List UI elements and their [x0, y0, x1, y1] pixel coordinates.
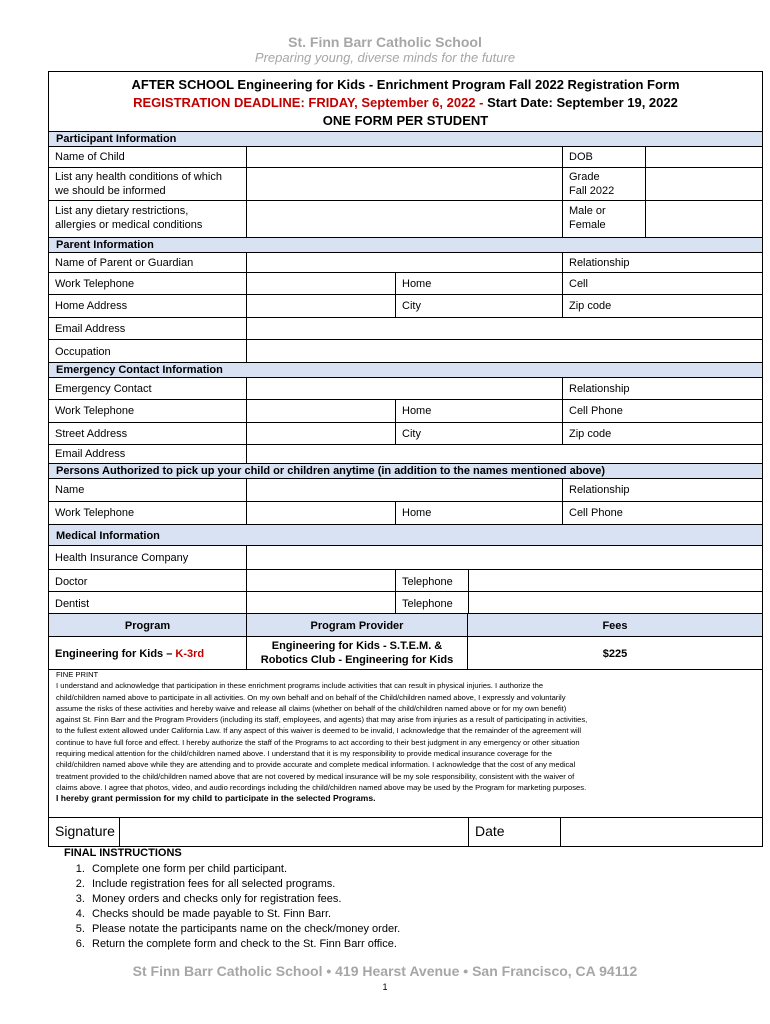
one-form-note: ONE FORM PER STUDENT [322, 113, 489, 128]
row-emergency-street [49, 422, 762, 444]
row-authorized-name [49, 478, 762, 501]
field-authorized-name[interactable] [246, 479, 562, 501]
row-parent-email [49, 317, 762, 339]
field-authorized-work-tel[interactable] [246, 502, 395, 524]
row-emergency-work-tel [49, 399, 762, 422]
row-parent-name [49, 252, 762, 272]
field-emergency-street[interactable] [246, 423, 395, 444]
row-authorized-work-tel [49, 501, 762, 524]
row-insurance [49, 545, 762, 569]
section-authorized: Persons Authorized to pick up your child or children anytime (in addition to the names mentioned above) [49, 463, 762, 478]
label-emergency-relationship: Relationship [562, 378, 762, 399]
field-parent-name[interactable] [246, 253, 562, 272]
label-emergency-zip: Zip code [562, 423, 762, 444]
row-dentist [49, 591, 762, 613]
fine-print-line: claims above. I agree that photos, video, and audio recordings including the child/children named above may be used by the Program for marketing purposes. [56, 782, 587, 792]
school-name: St. Finn Barr Catholic School [288, 34, 482, 50]
page-number: 1 [382, 982, 388, 992]
field-dentist-telephone[interactable] [468, 592, 762, 613]
label-diet: List any dietary restrictions, allergies or medical conditions [55, 205, 203, 231]
field-diet[interactable] [246, 201, 562, 237]
field-signature[interactable] [119, 818, 468, 846]
field-date[interactable] [560, 818, 762, 846]
row-emergency-contact [49, 377, 762, 399]
label-date: Date [468, 818, 560, 846]
label-sex: Male or Female [562, 201, 645, 237]
fine-print-line: child/children named above while they are attending and to provide accurate and complete medical information. I acknowledge that the cost of any medical [56, 760, 576, 770]
label-authorized-relationship: Relationship [562, 479, 762, 501]
program-name: Engineering for Kids – K-3rd [55, 648, 205, 660]
field-name-of-child[interactable] [246, 147, 562, 167]
label-parent-name: Name of Parent or Guardian [55, 257, 194, 269]
header-program: Program [49, 614, 246, 636]
label-parent-relationship: Relationship [562, 253, 762, 272]
label-name-of-child: Name of Child [55, 151, 125, 163]
footer-address: St Finn Barr Catholic School • 419 Hearst Avenue • San Francisco, CA 94112 [132, 963, 638, 979]
field-doctor[interactable] [246, 570, 395, 591]
instruction-item: 1. Complete one form per child participant. [88, 862, 400, 877]
row-name-of-child [49, 146, 762, 167]
instructions-list [64, 862, 400, 952]
label-emergency-cell: Cell Phone [562, 400, 762, 422]
row-emergency-email [49, 444, 762, 463]
deadline-line [49, 95, 762, 110]
fine-print-line: to the fullest extent allowed under California Law. If any aspect of this waiver is deemed to be invalid, I acknowledge that the remainder of the agreement will [56, 726, 582, 736]
row-parent-work-tel [49, 272, 762, 294]
header-provider: Program Provider [246, 614, 467, 636]
section-emergency: Emergency Contact Information [49, 362, 762, 377]
field-grade[interactable] [645, 168, 762, 200]
label-authorized-name: Name [55, 484, 85, 496]
start-date: Start Date: September 19, 2022 [487, 95, 678, 110]
label-emergency-contact: Emergency Contact [55, 383, 152, 395]
label-dentist: Dentist [55, 598, 90, 610]
label-authorized-cell: Cell Phone [562, 502, 762, 524]
final-instructions [64, 846, 400, 952]
row-health [49, 167, 762, 200]
field-emergency-work-tel[interactable] [246, 400, 395, 422]
program-grade: K-3rd [175, 648, 205, 660]
instruction-item: 4. Checks should be made payable to St. Finn Barr. [88, 907, 400, 922]
row-parent-address [49, 294, 762, 317]
instructions-heading: FINAL INSTRUCTIONS [64, 847, 182, 859]
fine-print-line: assume the risks of these activities and hereby waive and release all claims (whether on behalf of the child/children named above or for my own benefit) [56, 703, 567, 713]
program-row [49, 636, 762, 669]
program-fee: $225 [467, 637, 762, 669]
label-doctor: Doctor [55, 576, 88, 588]
instruction-item: 6. Return the complete form and check to the St. Finn Barr office. [88, 937, 400, 952]
label-grade: Grade Fall 2022 [562, 168, 645, 200]
field-parent-address[interactable] [246, 295, 395, 317]
label-parent-email: Email Address [55, 323, 126, 335]
fine-print-line: treatment provided to the child/children named above that are not covered by medical insurance will be my sole responsibility, consistent with the waiver of [56, 771, 575, 781]
field-insurance[interactable] [246, 546, 762, 569]
fine-print-line: requiring medical attention for the child/children named above. I understand that it is my responsibility to provide medical insurance coverage for the [56, 749, 552, 759]
label-doctor-telephone: Telephone [395, 570, 468, 591]
label-parent-zip: Zip code [562, 295, 762, 317]
registration-form [48, 71, 763, 847]
label-parent-city: City [395, 295, 562, 317]
grant-permission: I hereby grant permission for my child to participate in the selected Programs. [56, 793, 376, 804]
label-emergency-street: Street Address [55, 428, 128, 440]
fine-print-line: I understand and acknowledge that participation in these enrichment programs include activities that can result in physical injuries. I authorize the [56, 681, 544, 691]
signature-row [49, 817, 762, 846]
label-dob: DOB [562, 147, 645, 167]
label-emergency-city: City [395, 423, 562, 444]
section-medical: Medical Information [49, 524, 762, 545]
row-occupation [49, 339, 762, 362]
field-health[interactable] [246, 168, 562, 200]
fine-print-line: against St. Finn Barr and the Program Providers (including its staff, employees, and agents) that may arise from injuries as a result of participating in activities, [56, 715, 588, 725]
instruction-item: 3. Money orders and checks only for registration fees. [88, 892, 400, 907]
field-occupation[interactable] [246, 340, 762, 362]
fine-print-heading: FINE PRINT [56, 670, 99, 679]
fine-print-line: continue to have full force and effect. I hereby authorize the staff of the Programs to act according to their best judgment in any emergency or other situation [56, 737, 580, 747]
label-emergency-work-tel: Work Telephone [55, 405, 135, 417]
section-parent: Parent Information [49, 237, 762, 252]
instruction-item: 5. Please notate the participants name on the check/money order. [88, 922, 400, 937]
field-parent-work-tel[interactable] [246, 273, 395, 294]
program-header-row [49, 613, 762, 636]
fine-print-line: child/children named above to participate in all activities. On my own behalf and on behalf of the Child/children named above, I expressly and voluntarily [56, 692, 566, 702]
label-authorized-home: Home [395, 502, 562, 524]
header-fees: Fees [467, 614, 762, 636]
school-motto: Preparing young, diverse minds for the future [254, 50, 516, 65]
field-emergency-contact[interactable] [246, 378, 562, 399]
label-signature: Signature [55, 823, 115, 839]
instruction-item: 2. Include registration fees for all selected programs. [88, 877, 400, 892]
label-parent-home: Home [395, 273, 562, 294]
label-emergency-home: Home [395, 400, 562, 422]
label-emergency-email: Email Address [55, 448, 126, 460]
form-title-block [49, 72, 762, 131]
field-emergency-email[interactable] [246, 445, 762, 463]
label-parent-address: Home Address [55, 300, 128, 312]
field-dob[interactable] [645, 147, 762, 167]
label-authorized-work-tel: Work Telephone [55, 507, 135, 519]
program-provider: Engineering for Kids - S.T.E.M. & Robotics Club - Engineering for Kids [246, 637, 467, 669]
form-title: AFTER SCHOOL Engineering for Kids - Enrichment Program Fall 2022 Registration Form [131, 77, 680, 92]
row-diet [49, 200, 762, 237]
field-parent-email[interactable] [246, 318, 762, 339]
label-health: List any health conditions of which we should be informed [55, 171, 222, 197]
field-doctor-telephone[interactable] [468, 570, 762, 591]
registration-deadline: REGISTRATION DEADLINE: FRIDAY, September 6, 2022 - [133, 95, 488, 110]
fine-print [56, 669, 756, 805]
field-sex[interactable] [645, 201, 762, 237]
label-occupation: Occupation [55, 346, 111, 358]
label-insurance: Health Insurance Company [55, 552, 189, 564]
label-parent-work-tel: Work Telephone [55, 278, 135, 290]
label-parent-cell: Cell [562, 273, 762, 294]
row-doctor [49, 569, 762, 591]
section-participant: Participant Information [49, 131, 762, 146]
field-dentist[interactable] [246, 592, 395, 613]
label-dentist-telephone: Telephone [395, 592, 468, 613]
